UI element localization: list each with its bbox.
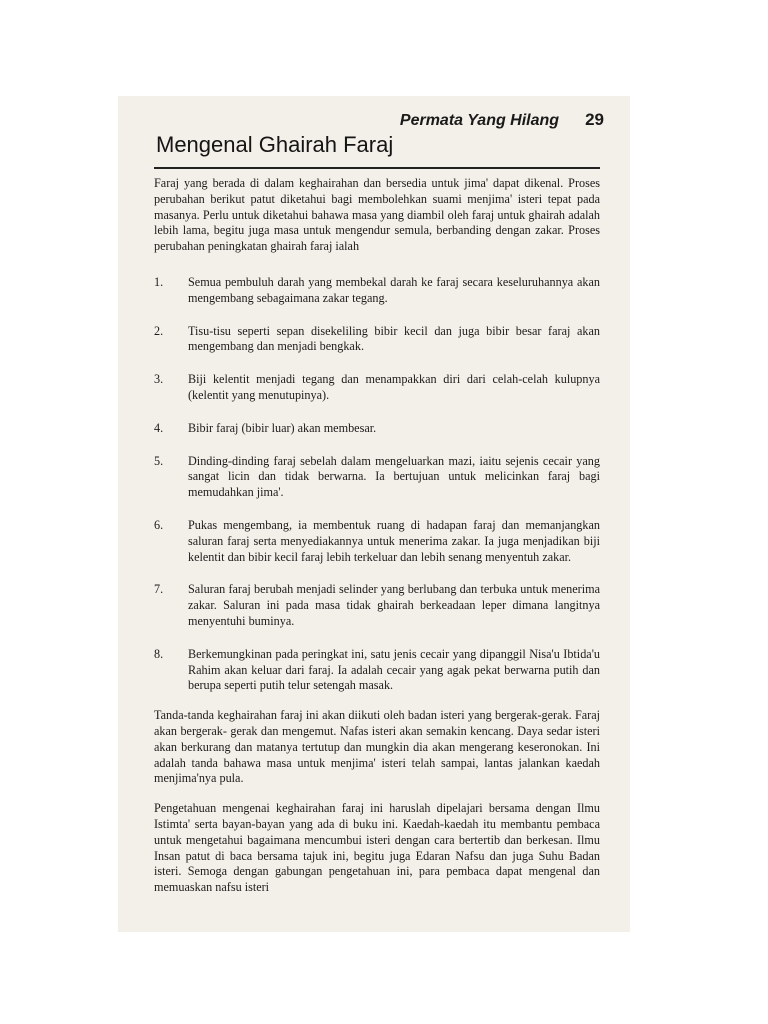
list-marker: 7. — [154, 582, 164, 597]
page-number: 29 — [585, 110, 604, 129]
closing-paragraph-2: Pengetahuan mengenai keghairahan faraj ini haruslah dipelajari bersama dengan Ilmu Istimta' serta bayan-bayan yang ada di buku ini. Kaedah-kaedah itu membantu pembaca untuk mengetahui bagaimana mencumbui isteri dengan cara bertertib dan berkesan. Ilmu Insan patut di baca bersama tajuk ini, begitu juga Edaran Nafsu dan juga Suhu Badan isteri. Semoga dengan gabungan pengetahuan ini, para pembaca dapat mengenal dan memuaskan nafsu isteri — [154, 801, 600, 895]
list-marker: 1. — [154, 274, 164, 289]
list-item — [154, 518, 600, 565]
list-item-text: Pukas mengembang, ia membentuk ruang di hadapan faraj dan memanjangkan saluran faraj serta menyediakannya untuk menerima zakar. Ia juga menjadikan biji kelentit dan bibir kecil faraj lebih terkeluar dan lebih senang menyentuh zakar. — [188, 517, 600, 564]
list-marker: 6. — [154, 517, 164, 532]
book-title: Permata Yang Hilang — [399, 112, 560, 129]
list-marker: 4. — [154, 420, 164, 435]
closing-paragraph-1: Tanda-tanda keghairahan faraj ini akan diikuti oleh badan isteri yang bergerak-gerak. Faraj akan bergerak- gerak dan mengemut. Nafas isteri akan semakin kencang. Daya sedar isteri akan berkurang dan matanya tertutup dan mungkin dia akan mengerang keseronokan. Ini adalah tanda bahawa masa untuk menjima' isteri telah sampai, lantas jalankan kaedah menjima'nya pula. — [154, 708, 600, 786]
running-header — [400, 110, 604, 130]
book-page — [118, 96, 630, 932]
list-item-text: Berkemungkinan pada peringkat ini, satu jenis cecair yang dipanggil Nisa'u Ibtida'u Rahim akan keluar dari faraj. Ia adalah cecair yang agak pekat berwarna putih dan berupa seperti putih telur setengah masak. — [188, 646, 600, 693]
list-item-text: Semua pembuluh darah yang membekal darah ke faraj secara keseluruhannya akan mengembang sebagaimana zakar tegang. — [188, 274, 600, 305]
list-item — [154, 372, 600, 404]
list-item — [154, 421, 600, 437]
list-item — [154, 582, 600, 629]
title-underline — [154, 167, 600, 169]
list-item-text: Biji kelentit menjadi tegang dan menampakkan diri dari celah-celah kulupnya (kelentit yang menutupinya). — [188, 372, 600, 402]
list-item-text: Tisu-tisu seperti sepan disekeliling bibir kecil dan juga bibir besar faraj akan mengembang dan menjadi bengkak. — [188, 323, 600, 354]
list-item — [154, 324, 600, 356]
list-item-text: Saluran faraj berubah menjadi selinder yang berlubang dan terbuka untuk menerima zakar. Saluran ini pada masa tidak ghairah berkeadaan leper dimana langitnya menyentuhi buminya. — [188, 582, 600, 628]
article-body — [154, 176, 600, 896]
list-item — [154, 647, 600, 694]
list-item-text: Dinding-dinding faraj sebelah dalam mengeluarkan mazi, iaitu sejenis cecair yang sangat licin dan tidak berwarna. Ia bertujuan untuk melicinkan faraj bagi memudahkan jima'. — [188, 453, 600, 500]
intro-paragraph: Faraj yang berada di dalam keghairahan dan bersedia untuk jima' dapat dikenal. Proses perubahan berikut patut diketahui bagi membolehkan suami menjima' isteri tepat pada masanya. Perlu untuk diketahui bahawa masa yang diambil oleh faraj untuk ghairah adalah lebih lama, begitu juga masa untuk mengendur semula, berbanding dengan zakar. Proses perubahan peningkatan ghairah faraj ialah — [154, 176, 600, 254]
list-item-text: Bibir faraj (bibir luar) akan membesar. — [188, 420, 377, 435]
list-marker: 3. — [154, 372, 164, 387]
list-marker: 5. — [154, 453, 164, 468]
change-list — [154, 275, 600, 694]
list-marker: 8. — [154, 646, 164, 661]
list-marker: 2. — [154, 323, 164, 338]
chapter-title: Mengenal Ghairah Faraj — [156, 132, 394, 157]
list-item — [154, 275, 600, 307]
list-item — [154, 454, 600, 501]
